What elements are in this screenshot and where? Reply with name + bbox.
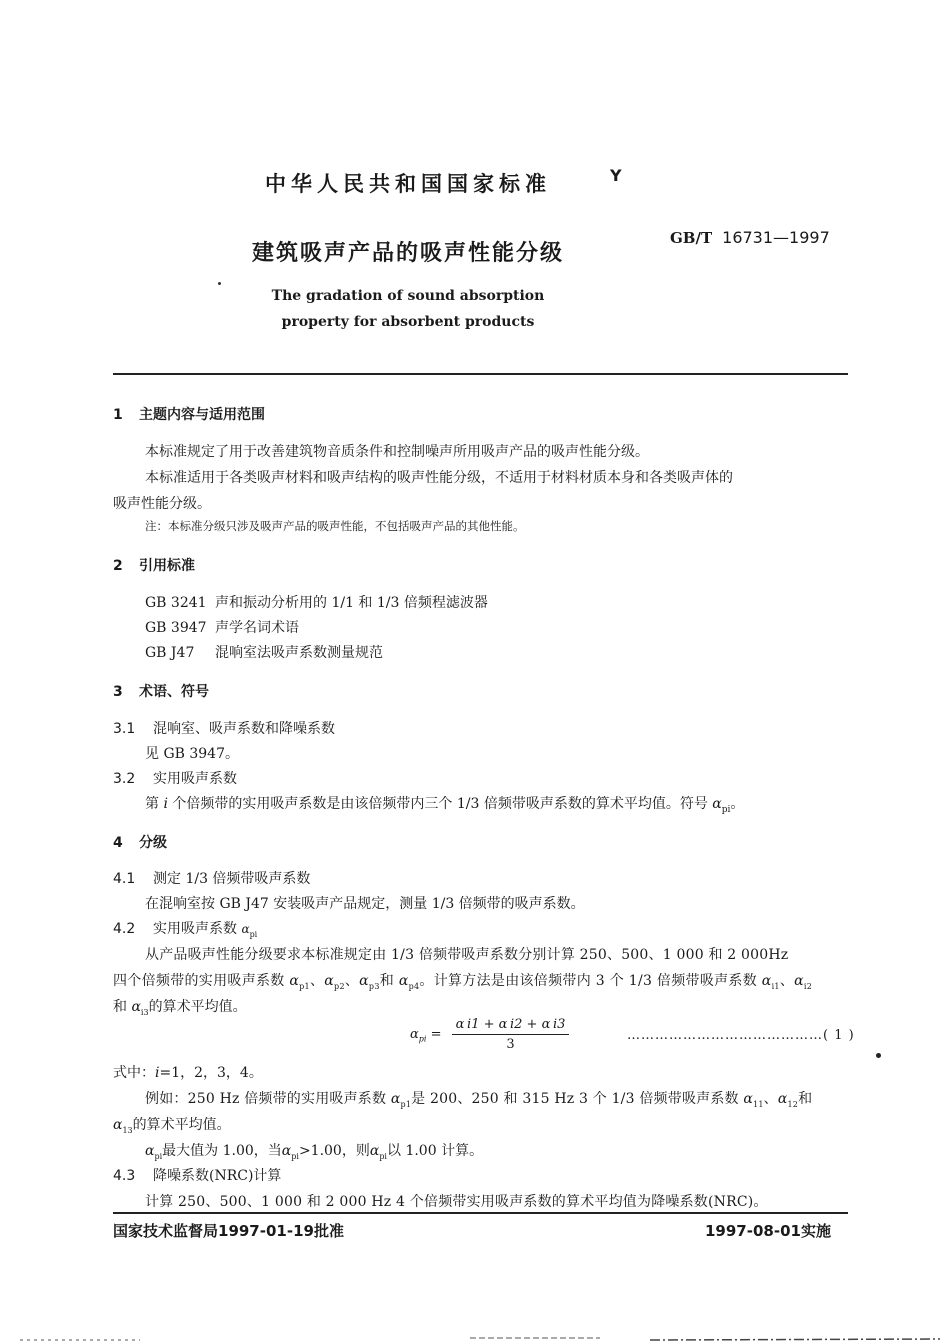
- alpha-symbol: α: [794, 973, 804, 989]
- max-value-line: [145, 1140, 483, 1161]
- section-1-number: 1: [113, 407, 123, 423]
- document-title-en-line2: property for absorbent products: [281, 314, 535, 330]
- reference-title: 混响室法吸声系数测量规范: [215, 645, 383, 661]
- alpha-subscript: i3: [140, 1007, 149, 1017]
- section-4-3-body: 计算 250、500、1 000 和 2 000 Hz 4 个倍频带实用吸声系数的算术平均值为降噪系数(NRC)。: [145, 1194, 768, 1210]
- section-2-heading: [113, 555, 195, 575]
- body-text: 最大值为 1.00，当: [162, 1143, 282, 1159]
- formula-lhs-subscript: pi: [418, 1034, 427, 1044]
- alpha-symbol: α: [241, 922, 250, 936]
- reference-item: [145, 592, 488, 612]
- alpha-subscript: p1: [299, 981, 310, 991]
- alpha-symbol: α: [390, 1091, 401, 1107]
- example-line-2: [113, 1114, 231, 1135]
- section-4-2-line-3: [113, 996, 247, 1017]
- alpha-symbol: α: [324, 973, 335, 989]
- section-4-1-title: 测定 1/3 倍频带吸声系数: [153, 871, 311, 887]
- section-3-1-title: 混响室、吸声系数和降噪系数: [153, 721, 335, 737]
- reference-code: GB J47: [145, 645, 195, 661]
- section-3-2-number: 3.2: [113, 771, 136, 787]
- alpha-subscript: pi: [249, 929, 258, 939]
- formula-numerator: α i1 + α i2 + α i3: [452, 1017, 570, 1035]
- formula-1-tag: [627, 1028, 855, 1043]
- alpha-symbol: α: [359, 973, 369, 989]
- section-4-3-title: 降噪系数(NRC)计算: [153, 1168, 282, 1184]
- section-1-title: 主题内容与适用范围: [139, 407, 265, 423]
- body-text: 和: [798, 1091, 813, 1107]
- section-4-2-heading: [113, 918, 257, 939]
- body-text: 是 200、250 和 315 Hz 3 个 1/3 倍频带吸声系数: [411, 1091, 739, 1107]
- section-3-2-title: 实用吸声系数: [153, 771, 237, 787]
- body-text: 、: [309, 973, 325, 989]
- section-4-number: 4: [113, 835, 123, 851]
- section-4-2-line-2: [113, 970, 812, 991]
- section-3-1-number: 3.1: [113, 721, 136, 737]
- body-text: 的算术平均值。: [132, 1117, 231, 1133]
- footer-rule: [113, 1212, 848, 1214]
- reference-title: 声学名词术语: [215, 620, 299, 636]
- body-variable: i: [163, 796, 168, 812]
- section-1-paragraph-2a: 本标准适用于各类吸声材料和吸声结构的吸声性能分级，不适用于材料材质本身和各类吸声体的: [145, 470, 733, 486]
- body-text: 、: [779, 973, 795, 989]
- approval-line: 国家技术监督局1997-01-19批准: [113, 1222, 344, 1240]
- alpha-symbol: α: [712, 796, 722, 812]
- section-3-2-body: [145, 793, 744, 815]
- body-text: 以 1.00 计算。: [387, 1143, 484, 1159]
- body-text: 的算术平均值。: [148, 999, 247, 1015]
- alpha-subscript: i2: [803, 981, 813, 991]
- standard-prefix: GB/T: [670, 229, 713, 247]
- reference-item: [145, 642, 383, 662]
- alpha-subscript: pi: [291, 1151, 299, 1161]
- scan-speck: [876, 1053, 881, 1058]
- section-4-1-body: 在混响室按 GB J47 安装吸声产品规定，测量 1/3 倍频带的吸声系数。: [145, 896, 585, 912]
- formula-fraction: [452, 1017, 570, 1052]
- alpha-subscript: p1: [400, 1099, 412, 1109]
- example-line-1: [145, 1088, 812, 1109]
- reference-title: 声和振动分析用的 1/1 和 1/3 倍频程滤波器: [215, 595, 488, 611]
- alpha-symbol: α: [113, 1117, 123, 1133]
- alpha-subscript: 13: [122, 1125, 133, 1135]
- section-3-title: 术语、符号: [139, 684, 209, 700]
- alpha-subscript: i1: [771, 981, 780, 991]
- alpha-symbol: α: [289, 973, 300, 989]
- section-4-1-heading: [113, 868, 310, 888]
- body-text: 、: [344, 973, 360, 989]
- alpha-symbol: α: [777, 1091, 788, 1107]
- section-1-paragraph-2b: 吸声性能分级。: [113, 496, 211, 512]
- implementation-line: 1997-08-01实施: [705, 1222, 831, 1240]
- alpha-symbol: α: [145, 1143, 155, 1159]
- section-1-heading: [113, 404, 265, 424]
- alpha-subscript: pi: [379, 1151, 387, 1161]
- formula-lhs: α: [410, 1027, 419, 1042]
- alpha-symbol: α: [281, 1143, 292, 1159]
- formula-leader: ……………………………………: [627, 1028, 823, 1043]
- alpha-symbol: α: [369, 1143, 380, 1159]
- formula-equals: =: [430, 1027, 442, 1042]
- formula-number: ( 1 ): [823, 1028, 855, 1043]
- body-text: 第: [145, 796, 159, 812]
- where-values: =1，2，3，4。: [159, 1065, 263, 1081]
- section-2-title: 引用标准: [139, 558, 195, 574]
- alpha-subscript: p4: [408, 981, 420, 991]
- alpha-subscript: 11: [753, 1099, 764, 1109]
- alpha-subscript: pi: [154, 1151, 163, 1161]
- pen-mark: Y: [610, 166, 622, 185]
- formula-denominator: 3: [506, 1037, 515, 1052]
- standard-number-value: 16731—1997: [722, 228, 830, 247]
- where-variable: i: [155, 1065, 160, 1081]
- body-text: 、: [763, 1091, 778, 1107]
- section-4-2-title: 实用吸声系数: [153, 921, 237, 937]
- section-1-note: 注：本标准分级只涉及吸声产品的吸声性能，不包括吸声产品的其他性能。: [145, 519, 525, 533]
- section-4-title: 分级: [139, 835, 167, 851]
- standard-org-header: 中华人民共和国国家标准: [265, 172, 551, 196]
- section-3-heading: [113, 681, 209, 701]
- alpha-subscript: 12: [787, 1099, 799, 1109]
- section-3-1-heading: [113, 718, 335, 738]
- formula-1: [410, 1017, 569, 1052]
- section-3-2-heading: [113, 768, 237, 788]
- formula-where: [113, 1062, 263, 1082]
- reference-code: GB 3241: [145, 595, 207, 611]
- alpha-symbol: α: [398, 973, 409, 989]
- section-3-number: 3: [113, 684, 123, 700]
- alpha-symbol: α: [743, 1091, 754, 1107]
- alpha-subscript: pi: [721, 804, 731, 815]
- body-text: 。: [730, 796, 745, 812]
- section-3-1-body: 见 GB 3947。: [145, 746, 240, 762]
- alpha-symbol: α: [761, 973, 772, 989]
- alpha-symbol: α: [131, 999, 141, 1015]
- alpha-subscript: p3: [368, 981, 380, 991]
- section-4-3-heading: [113, 1165, 281, 1185]
- body-text: >1.00，则: [298, 1143, 370, 1159]
- header-rule: [113, 373, 848, 375]
- where-label: 式中：: [113, 1065, 155, 1081]
- alpha-subscript: p2: [334, 981, 345, 991]
- body-text: 和: [379, 973, 395, 989]
- document-title-en-line1: The gradation of sound absorption: [271, 288, 545, 304]
- section-1-paragraph-1: 本标准规定了用于改善建筑物音质条件和控制噪声所用吸声产品的吸声性能分级。: [145, 444, 649, 460]
- reference-code: GB 3947: [145, 620, 207, 636]
- section-2-number: 2: [113, 558, 123, 574]
- section-4-1-number: 4.1: [113, 871, 136, 887]
- body-text: 个倍频带的实用吸声系数是由该倍频带内三个 1/3 倍频带吸声系数的算术平均值。符号: [172, 796, 708, 812]
- body-text: 四个倍频带的实用吸声系数: [113, 973, 285, 989]
- section-4-2-number: 4.2: [113, 921, 136, 937]
- reference-item: [145, 617, 299, 637]
- section-4-heading: [113, 832, 167, 852]
- bottom-scan-noise: [0, 1330, 950, 1344]
- section-4-3-number: 4.3: [113, 1168, 136, 1184]
- section-4-2-line-1: 从产品吸声性能分级要求本标准规定由 1/3 倍频带吸声系数分别计算 250、500、1 000 和 2 000Hz: [145, 947, 789, 963]
- document-title-cn: 建筑吸声产品的吸声性能分级: [251, 241, 564, 266]
- body-text: 例如：250 Hz 倍频带的实用吸声系数: [145, 1091, 387, 1107]
- scan-speck: [218, 282, 221, 285]
- body-text: 。计算方法是由该倍频带内 3 个 1/3 倍频带吸声系数: [419, 973, 758, 989]
- body-text: 和: [113, 999, 127, 1015]
